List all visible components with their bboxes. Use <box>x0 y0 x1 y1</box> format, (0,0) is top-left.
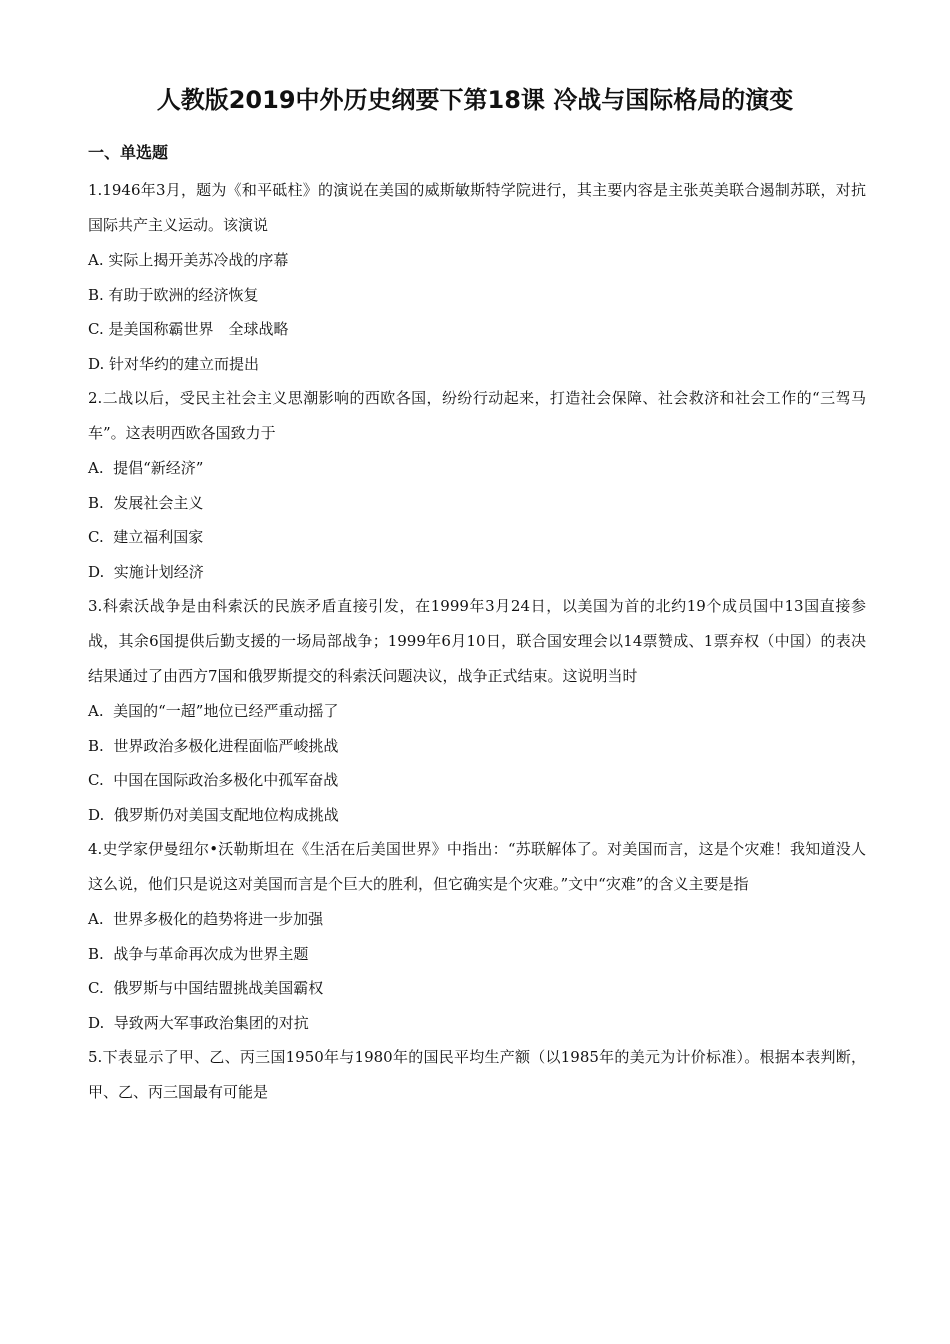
question-stem: 3.科索沃战争是由科索沃的民族矛盾直接引发，在1999年3月24日，以美国为首的北约19个成员国中13国直接参战，其余6国提供后勤支援的一场局部战争；1999年6月10日，联合国安理会以14票赞成、1票弃权（中国）的表决结果通过了由西方7国和俄罗斯提交的科索沃问题决议，战争正式结束。这说明当时 <box>88 597 866 685</box>
option-b: B. 有助于欧洲的经济恢复 <box>88 285 259 304</box>
question-1 <box>88 173 866 381</box>
page-title: 人教版2019中外历史纲要下第18课 冷战与国际格局的演变 <box>156 86 794 114</box>
section-heading: 一、单选题 <box>88 143 169 162</box>
option-d: D. 实施计划经济 <box>88 562 204 581</box>
option-b: B. 发展社会主义 <box>88 493 204 512</box>
option-d: D. 针对华约的建立而提出 <box>88 354 260 373</box>
option-a: A. 世界多极化的趋势将进一步加强 <box>88 910 324 928</box>
question-4 <box>88 832 866 1040</box>
question-5 <box>88 1040 866 1110</box>
question-list <box>88 173 866 1110</box>
question-stem: 5.下表显示了甲、乙、丙三国1950年与1980年的国民平均生产额（以1985年的美元为计价标准）。根据本表判断，甲、乙、丙三国最有可能是 <box>88 1048 866 1101</box>
option-b: B. 世界政治多极化进程面临严峻挑战 <box>88 736 339 755</box>
question-2 <box>88 381 866 589</box>
option-d: D. 俄罗斯仍对美国支配地位构成挑战 <box>88 805 339 824</box>
option-c: C. 是美国称霸世界 全球战略 <box>88 320 289 338</box>
option-a: A. 实际上揭开美苏冷战的序幕 <box>88 251 289 269</box>
option-a: A. 美国的“一超”地位已经严重动摇了 <box>88 702 339 720</box>
option-c: C. 建立福利国家 <box>88 528 204 546</box>
option-b: B. 战争与革命再次成为世界主题 <box>88 944 309 963</box>
question-stem: 1.1946年3月，题为《和平砥柱》的演说在美国的威斯敏斯特学院进行，其主要内容是主张英美联合遏制苏联，对抗国际共产主义运动。该演说 <box>88 181 866 234</box>
question-3 <box>88 589 866 832</box>
question-stem: 2.二战以后，受民主社会主义思潮影响的西欧各国，纷纷行动起来，打造社会保障、社会救济和社会工作的“三驾马车”。这表明西欧各国致力于 <box>88 389 866 442</box>
option-a: A. 提倡“新经济” <box>88 459 204 477</box>
question-stem: 4.史学家伊曼纽尔•沃勒斯坦在《生活在后美国世界》中指出：“苏联解体了。对美国而言，这是个灾难！我知道没人这么说，他们只是说这对美国而言是个巨大的胜利，但它确实是个灾难。”文中“灾难”的含义主要是指 <box>88 840 866 893</box>
option-d: D. 导致两大军事政治集团的对抗 <box>88 1013 309 1032</box>
option-c: C. 俄罗斯与中国结盟挑战美国霸权 <box>88 979 324 997</box>
option-c: C. 中国在国际政治多极化中孤军奋战 <box>88 771 339 789</box>
